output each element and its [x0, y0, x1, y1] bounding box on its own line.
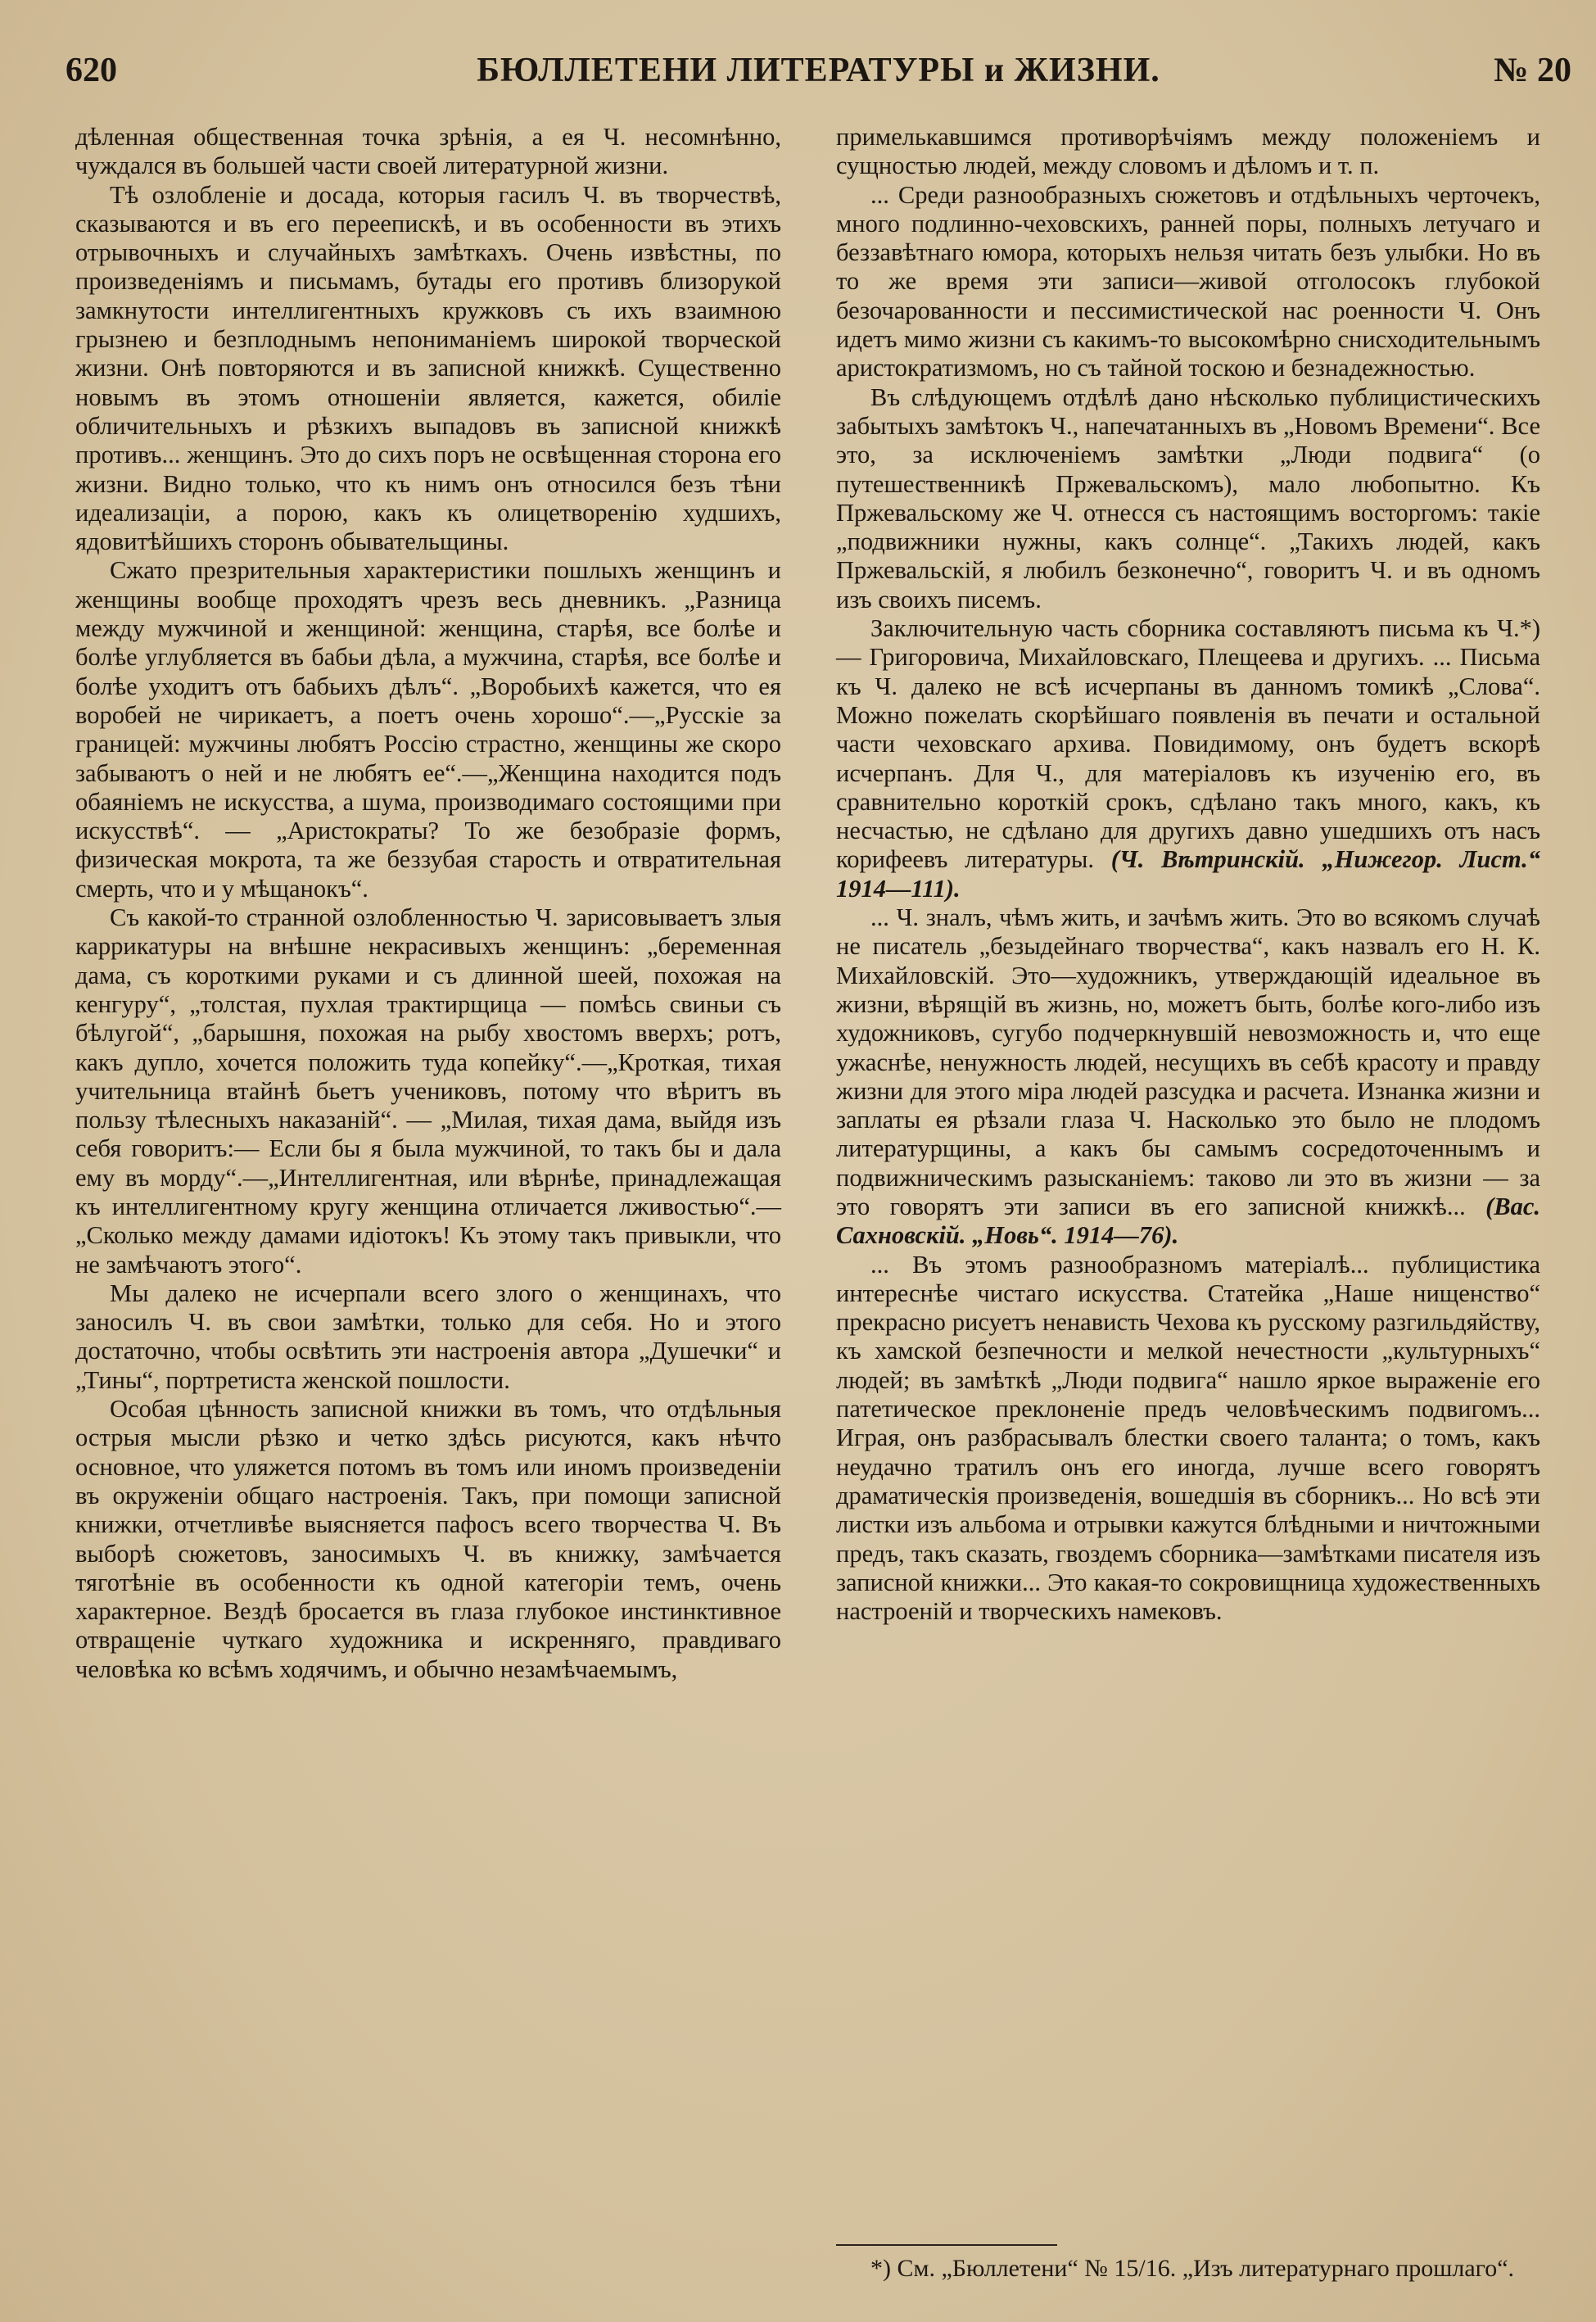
left-column — [75, 123, 781, 1684]
page-number: 620 — [66, 52, 117, 89]
issue-number: № 20 — [1494, 52, 1571, 89]
footnote-rule — [836, 2244, 1057, 2246]
paragraph — [836, 903, 1540, 1251]
paragraph-text: ... Ч. зналъ, чѣмъ жить, и зачѣмъ жить. Это во всякомъ случаѣ не писатель „безыдейнаго творчества“, какъ назвалъ его Н. К. Михайловскій. Это—художникъ, утверждающій идеальное въ жизни, вѣрящій въ жизнь, но, можетъ быть, болѣе кого-либо изъ художниковъ, сугубо подчеркнувшій невозможность и, что еще ужаснѣе, ненужность людей, несущихъ въ себѣ красоту и правду жизни для этого міра людей разсудка и расчета. Изнанка жизни и заплаты ея рѣзали глаза Ч. Насколько это было не плодомъ литературщины, а какъ бы самымъ сосредоточеннымъ и подвижническимъ разысканіемъ: таково ли это въ жизни — за это говорятъ эти записи въ его записной книжкѣ... — [836, 903, 1540, 1220]
paragraph: примелькавшимся противорѣчіямъ между положеніемъ и сущностью людей, между словомъ и дѣломъ и т. п. — [836, 123, 1540, 180]
paragraph: Тѣ озлобленіе и досада, которыя гасилъ Ч. въ творчествѣ, сказываются и въ его переепискѣ, и въ особенности въ этихъ отрывочныхъ и случайныхъ замѣткахъ. Очень извѣстны, по произведеніямъ и письмамъ, бутады его противъ близорукой замкнутости интеллигентныхъ кружковъ съ ихъ взаимною грызнею и безплоднымъ непониманіемъ широкой творческой жизни. Онѣ повторяются и въ записной книжкѣ. Существенно новымъ въ этомъ отношеніи является, кажется, обиліе обличительныхъ и рѣзкихъ выпадовъ въ записной книжкѣ противъ... женщинъ. Это до сихъ поръ не освѣщенная сторона его жизни. Видно только, что къ нимъ онъ относился безъ тѣни идеализаціи, а порою, какъ къ олицетворенію худшихъ, ядовитѣйшихъ сторонъ обывательщины. — [75, 180, 781, 556]
paragraph: ... Среди разнообразныхъ сюжетовъ и отдѣльныхъ черточекъ, много подлинно-чеховскихъ, ранней поры, полныхъ летучаго и беззавѣтнаго юмора, которыхъ нельзя читать безъ улыбки. Но въ то же время эти записи—живой отголосокъ глубокой безочарованности и пессимистической нас роенности Ч. Онъ идетъ мимо жизни съ какимъ-то высокомѣрно снисходительнымъ аристократизмомъ, но съ тайной тоскою и безнадежностью. — [836, 180, 1540, 382]
paragraph: Въ слѣдующемъ отдѣлѣ дано нѣсколько публицистическихъ забытыхъ замѣтокъ Ч., напечатанныхъ въ „Новомъ Времени“. Все это, за исключеніемъ замѣтки „Люди подвига“ (о путешественникѣ Пржевальскомъ), мало любопытно. Къ Пржевальскому же Ч. отнесся съ настоящимъ восторгомъ: такіе „подвижники нужны, какъ солнце“. „Такихъ людей, какъ Пржевальскій, я любилъ безконечно“, говоритъ Ч. и въ одномъ изъ своихъ писемъ. — [836, 382, 1540, 613]
paragraph: Мы далеко не исчерпали всего злого о женщинахъ, что заносилъ Ч. въ свои замѣтки, только для себя. Но и этого достаточно, чтобы освѣтить эти настроенія автора „Душечки“ и „Тины“, портретиста женской пошлости. — [75, 1279, 781, 1394]
paragraph: Особая цѣнность записной книжки въ томъ, что отдѣльныя острыя мысли рѣзко и четко здѣсь рисуются, какъ нѣчто основное, что уляжется потомъ въ томъ или иномъ произведеніи въ окруженіи общаго настроенія. Такъ, при помощи записной книжки, отчетливѣе выясняется пафосъ всего творчества Ч. Въ выборѣ сюжетовъ, заносимыхъ Ч. въ книжку, замѣчается тяготѣніе въ особенности къ одной категоріи темъ, очень характерное. Вездѣ бросается въ глаза глубокое инстинктивное отвращеніе чуткаго художника и искренняго, правдиваго человѣка ко всѣмъ ходячимъ, и обычно незамѣчаемымъ, — [75, 1395, 781, 1683]
paragraph — [836, 614, 1540, 903]
page-header — [66, 46, 1571, 95]
running-title: БЮЛЛЕТЕНИ ЛИТЕРАТУРЫ и ЖИЗНИ. — [477, 52, 1160, 89]
source-reference: (Вас. Сахновскій. „Новь“. 1914—76). — [836, 1192, 1540, 1250]
paragraph-text: Заключительную часть сборника составляютъ письма къ Ч.*) — Григоровича, Михайловскаго, Плещеева и другихъ. ... Письма къ Ч. далеко не всѣ исчерпаны въ данномъ томикѣ „Слова“. Можно пожелать скорѣйшаго появленія въ печати и остальной части чеховскаго архива. Повидимому, онъ будетъ вскорѣ исчерпанъ. Для Ч., для матеріаловъ къ изученію его, въ сравнительно короткій срокъ, сдѣлано такъ много, какъ, къ несчастью, не сдѣлано для другихъ давно ушедшихъ отъ насъ корифеевъ литературы. — [836, 614, 1540, 874]
paragraph: дѣленная общественная точка зрѣнія, а ея Ч. несомнѣнно, чуждался въ большей части своей литературной жизни. — [75, 123, 781, 180]
paragraph: ... Въ этомъ разнообразномъ матеріалѣ... публицистика интереснѣе чистаго искусства. Статейка „Наше нищенство“ прекрасно рисуетъ ненависть Чехова къ русскому разгильдяйству, къ хамской безпечности и мелкой нечестности „культурныхъ“ людей; въ замѣткѣ „Люди подвига“ нашло яркое выраженіе его патетическое преклоненіе предъ человѣческимъ подвигомъ... Играя, онъ разбрасывалъ блестки своего таланта; о томъ, какъ неудачно тратилъ онъ его иногда, лучше всего говорятъ драматическія произведенія, вошедшія въ сборникъ... Но всѣ эти листки изъ альбома и отрывки кажутся блѣдными и ничтожными предъ, такъ сказать, гвоздемъ сборника—замѣтками писателя изъ записной книжки... Это какая-то сокровищница художественныхъ настроеній и творческихъ намековъ. — [836, 1250, 1540, 1626]
footnote-text: *) См. „Бюллетени“ № 15/16. „Изъ литературнаго прошлаго“. — [870, 2255, 1515, 2282]
paragraph: Съ какой-то странной озлобленностью Ч. зарисовываетъ злыя каррикатуры на внѣшне некрасивыхъ женщинъ: „беременная дама, съ короткими руками и съ длинной шеей, похожая на кенгуру“, „толстая, пухлая трактирщица — помѣсь свиньи съ бѣлугой“, „барышня, похожая на рыбу хвостомъ вверхъ; ротъ, какъ дупло, хочется положить туда копейку“.—„Кроткая, тихая учительница втайнѣ бьетъ учениковъ, потому что вѣритъ въ пользу тѣлесныхъ наказаній“. — „Милая, тихая дама, выйдя изъ себя говоритъ:— Если бы я была мужчиной, то такъ бы и дала ему въ морду“.—„Интеллигентная, или вѣрнѣе, принадлежащая къ интеллигентному кругу женщина отличается лживостью“.—„Сколько между дамами идіотокъ! Къ этому такъ привыкли, что не замѣчаютъ этого“. — [75, 903, 781, 1279]
footnote — [836, 2254, 1540, 2283]
paragraph: Сжато презрительныя характеристики пошлыхъ женщинъ и женщины вообще проходятъ чрезъ весь дневникъ. „Разница между мужчиной и женщиной: женщина, старѣя, все болѣе и болѣе углубляется въ бабьи дѣла, а мужчина, старѣя, все болѣе и болѣе уходитъ отъ бабьихъ дѣлъ“. „Воробьихѣ кажется, что ея воробей не чирикаетъ, а поетъ очень хорошо“.—„Русскіе за границей: мужчины любятъ Россію страстно, женщины же скоро забываютъ о ней и не любятъ ее“.—„Женщина находится подъ обаяніемъ не искусства, а шума, производимаго состоящими при искусствѣ“. — „Аристократы? То же безобразіе формъ, физическая мокрота, та же беззубая старость и отвратительная смерть, что и у мѣщанокъ“. — [75, 556, 781, 903]
right-column — [836, 123, 1540, 1626]
source-reference: (Ч. Вѣтринскій. „Нижегор. Лист.“ 1914—111). — [836, 845, 1540, 903]
